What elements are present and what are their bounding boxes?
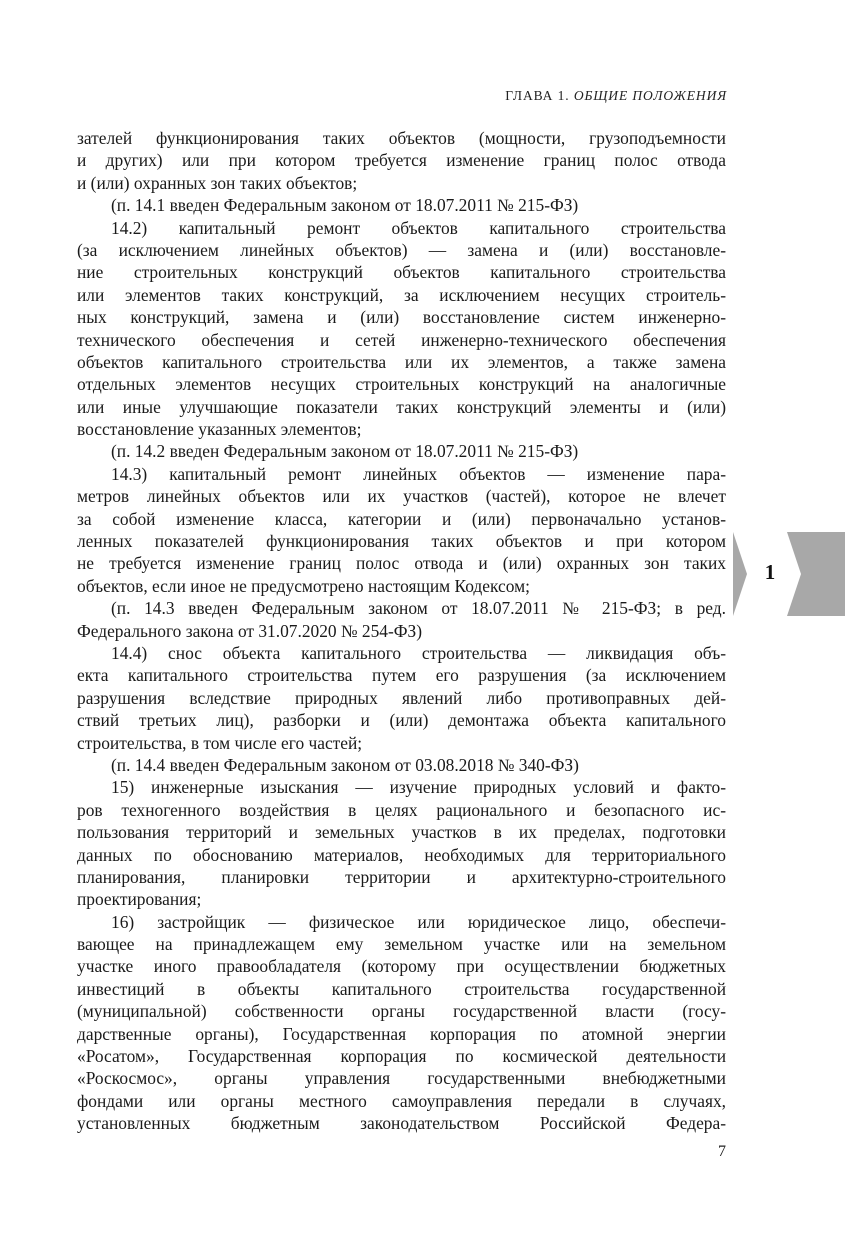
text-line: ров техногенного воздействия в целях рационального и безопасного ис- xyxy=(77,799,726,820)
body-text xyxy=(77,127,726,1135)
text-line: «Росатом», Государственная корпорация по космической деятельности xyxy=(77,1046,726,1067)
text-line: 15) инженерные изыскания — изучение природных условий и факто- xyxy=(111,777,726,798)
text-line: технического обеспечения и сетей инженерно-технического обеспечения xyxy=(77,329,726,350)
text-line: екта капитального строительства путем его разрушения (за исключением xyxy=(77,665,726,686)
text-line: (п. 14.4 введен Федеральным законом от 03.08.2018 № 340-ФЗ) xyxy=(111,754,579,775)
text-line: и других) или при котором требуется изменение границ полос отвода xyxy=(77,150,726,171)
running-head-chapter-title: ОБЩИЕ ПОЛОЖЕНИЯ xyxy=(573,88,727,103)
text-line: участке иного правообладателя (которому при осуществлении бюджетных xyxy=(77,956,726,977)
page-number: 7 xyxy=(718,1143,726,1160)
text-line: планирования, планировки территории и архитектурно-строительного xyxy=(77,866,726,887)
text-line: Федерального закона от 31.07.2020 № 254-ФЗ) xyxy=(77,620,423,641)
text-line: строительства, в том числе его частей; xyxy=(77,732,363,753)
running-head-chapter-label: ГЛАВА 1. xyxy=(505,88,570,103)
text-line: фондами или органы местного самоуправления передали в случаях, xyxy=(77,1090,726,1111)
text-line: метров линейных объектов или их участков (частей), которое не влечет xyxy=(77,486,726,507)
text-line: ние строительных конструкций объектов капитального строительства xyxy=(77,262,726,283)
text-line: восстановление указанных элементов; xyxy=(77,419,362,440)
text-line: ных конструкций, замена и (или) восстановление систем инженерно- xyxy=(77,307,726,328)
text-line: ствий третьих лиц), разборки и (или) демонтажа объекта капитального xyxy=(77,710,726,731)
text-line: дарственные органы), Государственная корпорация по атомной энергии xyxy=(77,1023,726,1044)
text-line: за собой изменение класса, категории и (или) первоначально установ- xyxy=(77,508,726,529)
text-line: 14.3) капитальный ремонт линейных объектов — изменение пара- xyxy=(111,463,726,484)
text-line: 14.2) капитальный ремонт объектов капитального строительства xyxy=(111,217,726,238)
text-line: объектов, если иное не предусмотрено настоящим Кодексом; xyxy=(77,575,530,596)
text-line: пользования территорий и земельных участков в их пределах, подготовки xyxy=(77,822,726,843)
text-line: вающее на принадлежащем ему земельном участке или на земельном xyxy=(77,934,726,955)
chapter-tab-arrow-shape xyxy=(733,532,845,616)
text-line: объектов капитального строительства или их элементов, а также замена xyxy=(77,351,726,372)
text-line: или иные улучшающие показатели таких конструкций элементы и (или) xyxy=(77,396,726,417)
text-line: данных по обоснованию материалов, необходимых для территориального xyxy=(77,844,726,865)
text-line: 14.4) снос объекта капитального строительства — ликвидация объ- xyxy=(111,642,726,663)
text-line: разрушения вследствие природных явлений либо противоправных дей- xyxy=(77,687,726,708)
chapter-tab-number: 1 xyxy=(764,560,776,584)
text-line: отдельных элементов несущих строительных конструкций на аналогичные xyxy=(77,374,726,395)
text-line: «Роскосмос», органы управления государственными внебюджетными xyxy=(77,1068,726,1089)
text-line: зателей функционирования таких объектов (мощности, грузоподъемности xyxy=(77,128,726,148)
text-line: (за исключением линейных объектов) — замена и (или) восстановле- xyxy=(77,239,726,260)
text-line: (муниципальной) собственности органы государственной власти (госу- xyxy=(77,1001,726,1022)
text-line: ленных показателей функционирования таких объектов и при котором xyxy=(77,531,726,552)
text-line: инвестиций в объекты капитального строительства государственной xyxy=(77,978,726,999)
text-line: проектирования; xyxy=(77,889,202,910)
running-head xyxy=(505,88,727,104)
chapter-tab xyxy=(733,532,845,616)
text-line: установленных бюджетным законодательством Российской Федера- xyxy=(77,1113,726,1134)
text-line: или элементов таких конструкций, за исключением несущих строитель- xyxy=(77,284,726,305)
text-line: 16) застройщик — физическое или юридическое лицо, обеспечи- xyxy=(111,911,726,932)
text-line: (п. 14.1 введен Федеральным законом от 18.07.2011 № 215-ФЗ) xyxy=(111,195,579,216)
text-line: и (или) охранных зон таких объектов; xyxy=(77,172,358,193)
text-line: (п. 14.3 введен Федеральным законом от 18.07.2011 № 215-ФЗ; в ред. xyxy=(111,598,726,619)
text-line: не требуется изменение границ полос отвода и (или) охранных зон таких xyxy=(77,553,726,574)
text-line: (п. 14.2 введен Федеральным законом от 18.07.2011 № 215-ФЗ) xyxy=(111,441,579,462)
